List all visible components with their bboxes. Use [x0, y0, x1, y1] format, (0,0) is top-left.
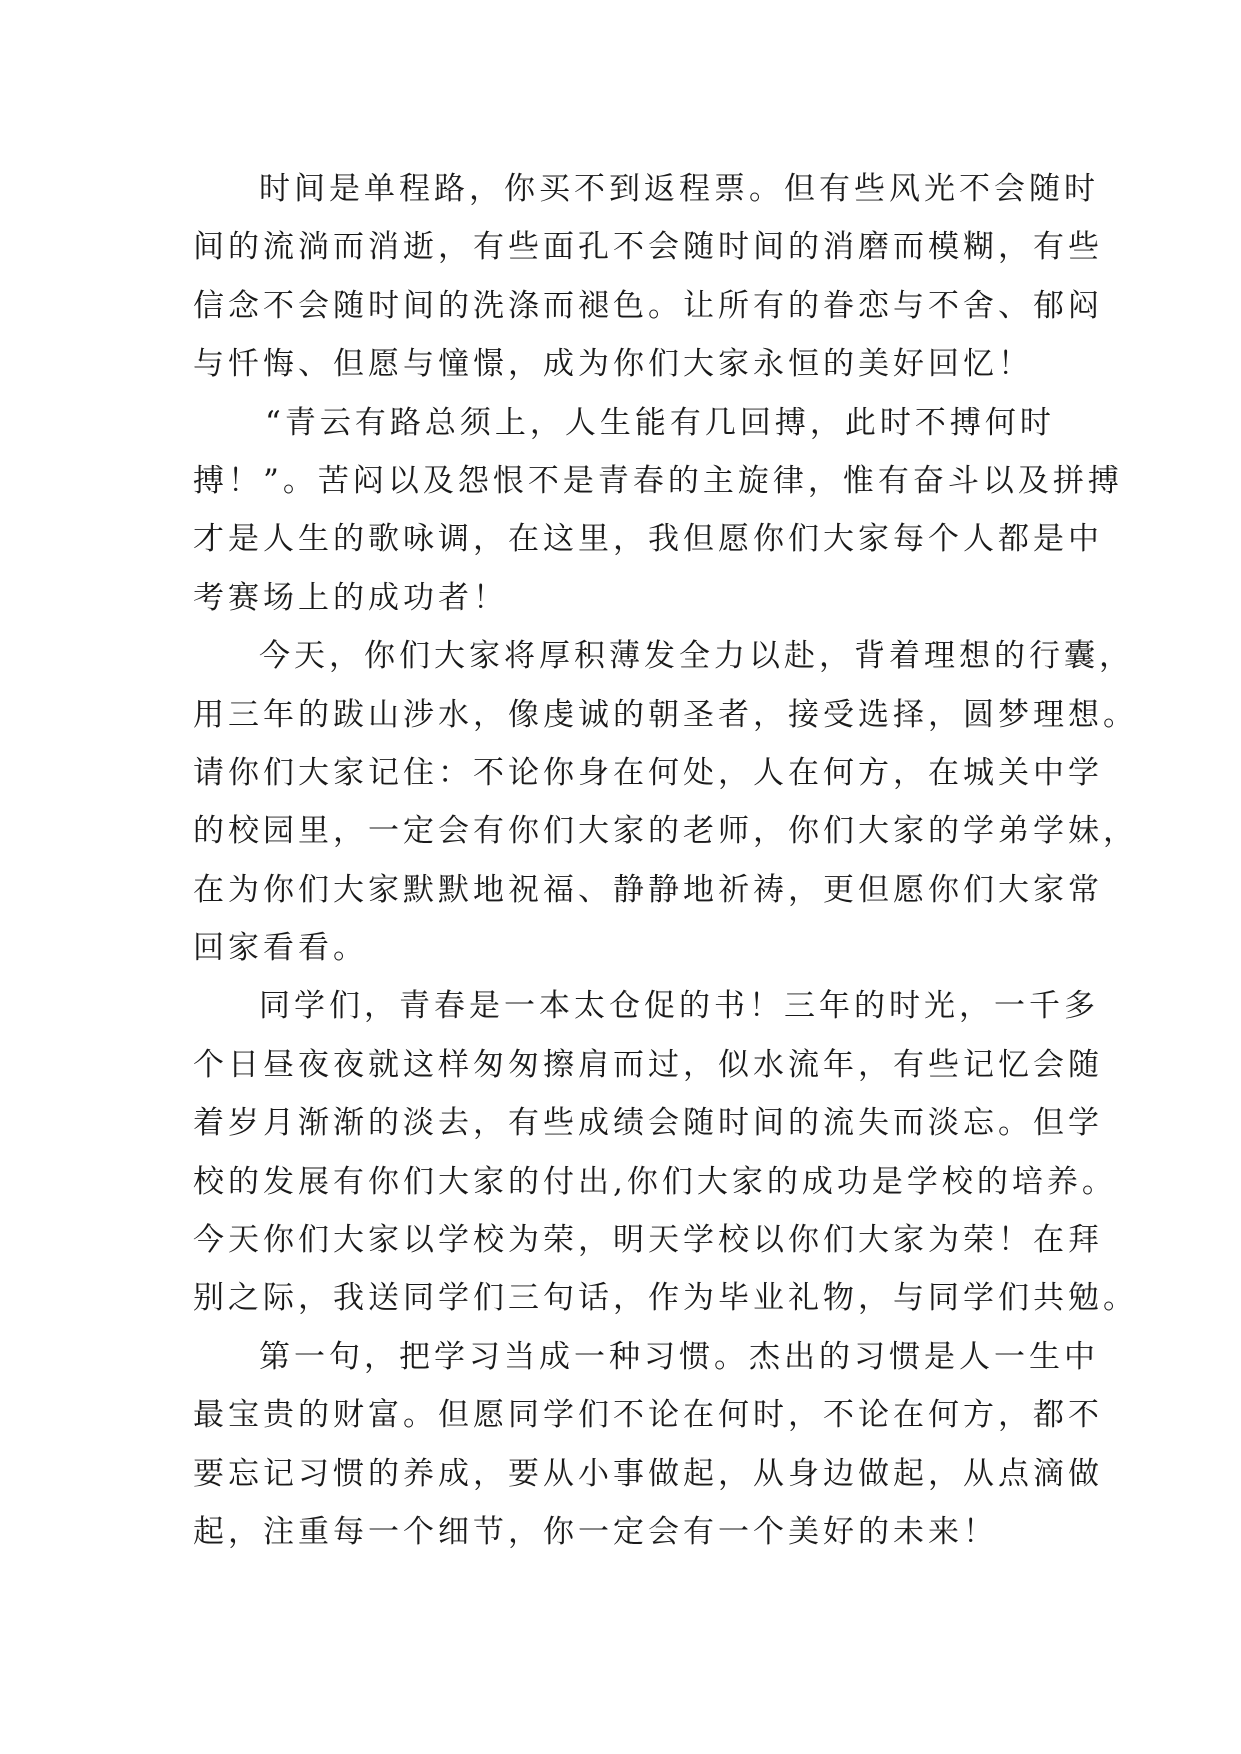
text-line: 考赛场上的成功者！	[193, 579, 508, 616]
text-line: 的校园里，一定会有你们大家的老师，你们大家的学弟学妹，	[193, 813, 1138, 850]
text-line: “青云有路总须上，人生能有几回搏，此时不搏何时	[265, 404, 1055, 441]
text-line: 着岁月渐渐的淡去，有些成绩会随时间的流失而淡忘。但学	[193, 1105, 1103, 1142]
text-line: 请你们大家记住：不论你身在何处，人在何方，在城关中学	[193, 754, 1103, 791]
text-line: 与忏悔、但愿与憧憬，成为你们大家永恒的美好回忆！	[193, 346, 1033, 383]
text-line: 要忘记习惯的养成，要从小事做起，从身边做起，从点滴做	[193, 1455, 1103, 1492]
text-line: 个日昼夜夜就这样匆匆擦肩而过，似水流年，有些记忆会随	[193, 1046, 1103, 1083]
text-line: 校的发展有你们大家的付出,你们大家的成功是学校的培养。	[193, 1163, 1117, 1200]
text-line: 别之际，我送同学们三句话，作为毕业礼物，与同学们共勉。	[193, 1280, 1138, 1317]
text-line: 在为你们大家默默地祝福、静静地祈祷，更但愿你们大家常	[193, 871, 1103, 908]
text-line: 间的流淌而消逝，有些面孔不会随时间的消磨而模糊，有些	[193, 229, 1103, 266]
text-line: 最宝贵的财富。但愿同学们不论在何时，不论在何方，都不	[193, 1397, 1103, 1434]
text-line: 回家看看。	[193, 930, 368, 967]
text-line: 今天，你们大家将厚积薄发全力以赴，背着理想的行囊，	[259, 638, 1134, 675]
text-line: 用三年的跋山涉水，像虔诚的朝圣者，接受选择，圆梦理想。	[193, 696, 1138, 733]
text-line: 搏！”。苦闷以及怨恨不是青春的主旋律，惟有奋斗以及拼搏	[193, 462, 1123, 499]
text-line: 时间是单程路，你买不到返程票。但有些风光不会随时	[259, 171, 1099, 207]
text-line: 今天你们大家以学校为荣，明天学校以你们大家为荣！在拜	[193, 1222, 1103, 1259]
document-body	[193, 160, 1138, 1561]
text-line: 信念不会随时间的洗涤而褪色。让所有的眷恋与不舍、郁闷	[193, 287, 1103, 324]
text-line: 起，注重每一个细节，你一定会有一个美好的未来！	[193, 1513, 998, 1550]
text-line: 同学们，青春是一本太仓促的书！三年的时光，一千多	[259, 988, 1099, 1025]
text-line: 第一句，把学习当成一种习惯。杰出的习惯是人一生中	[259, 1338, 1099, 1375]
text-line: 才是人生的歌咏调，在这里，我但愿你们大家每个人都是中	[193, 521, 1103, 558]
